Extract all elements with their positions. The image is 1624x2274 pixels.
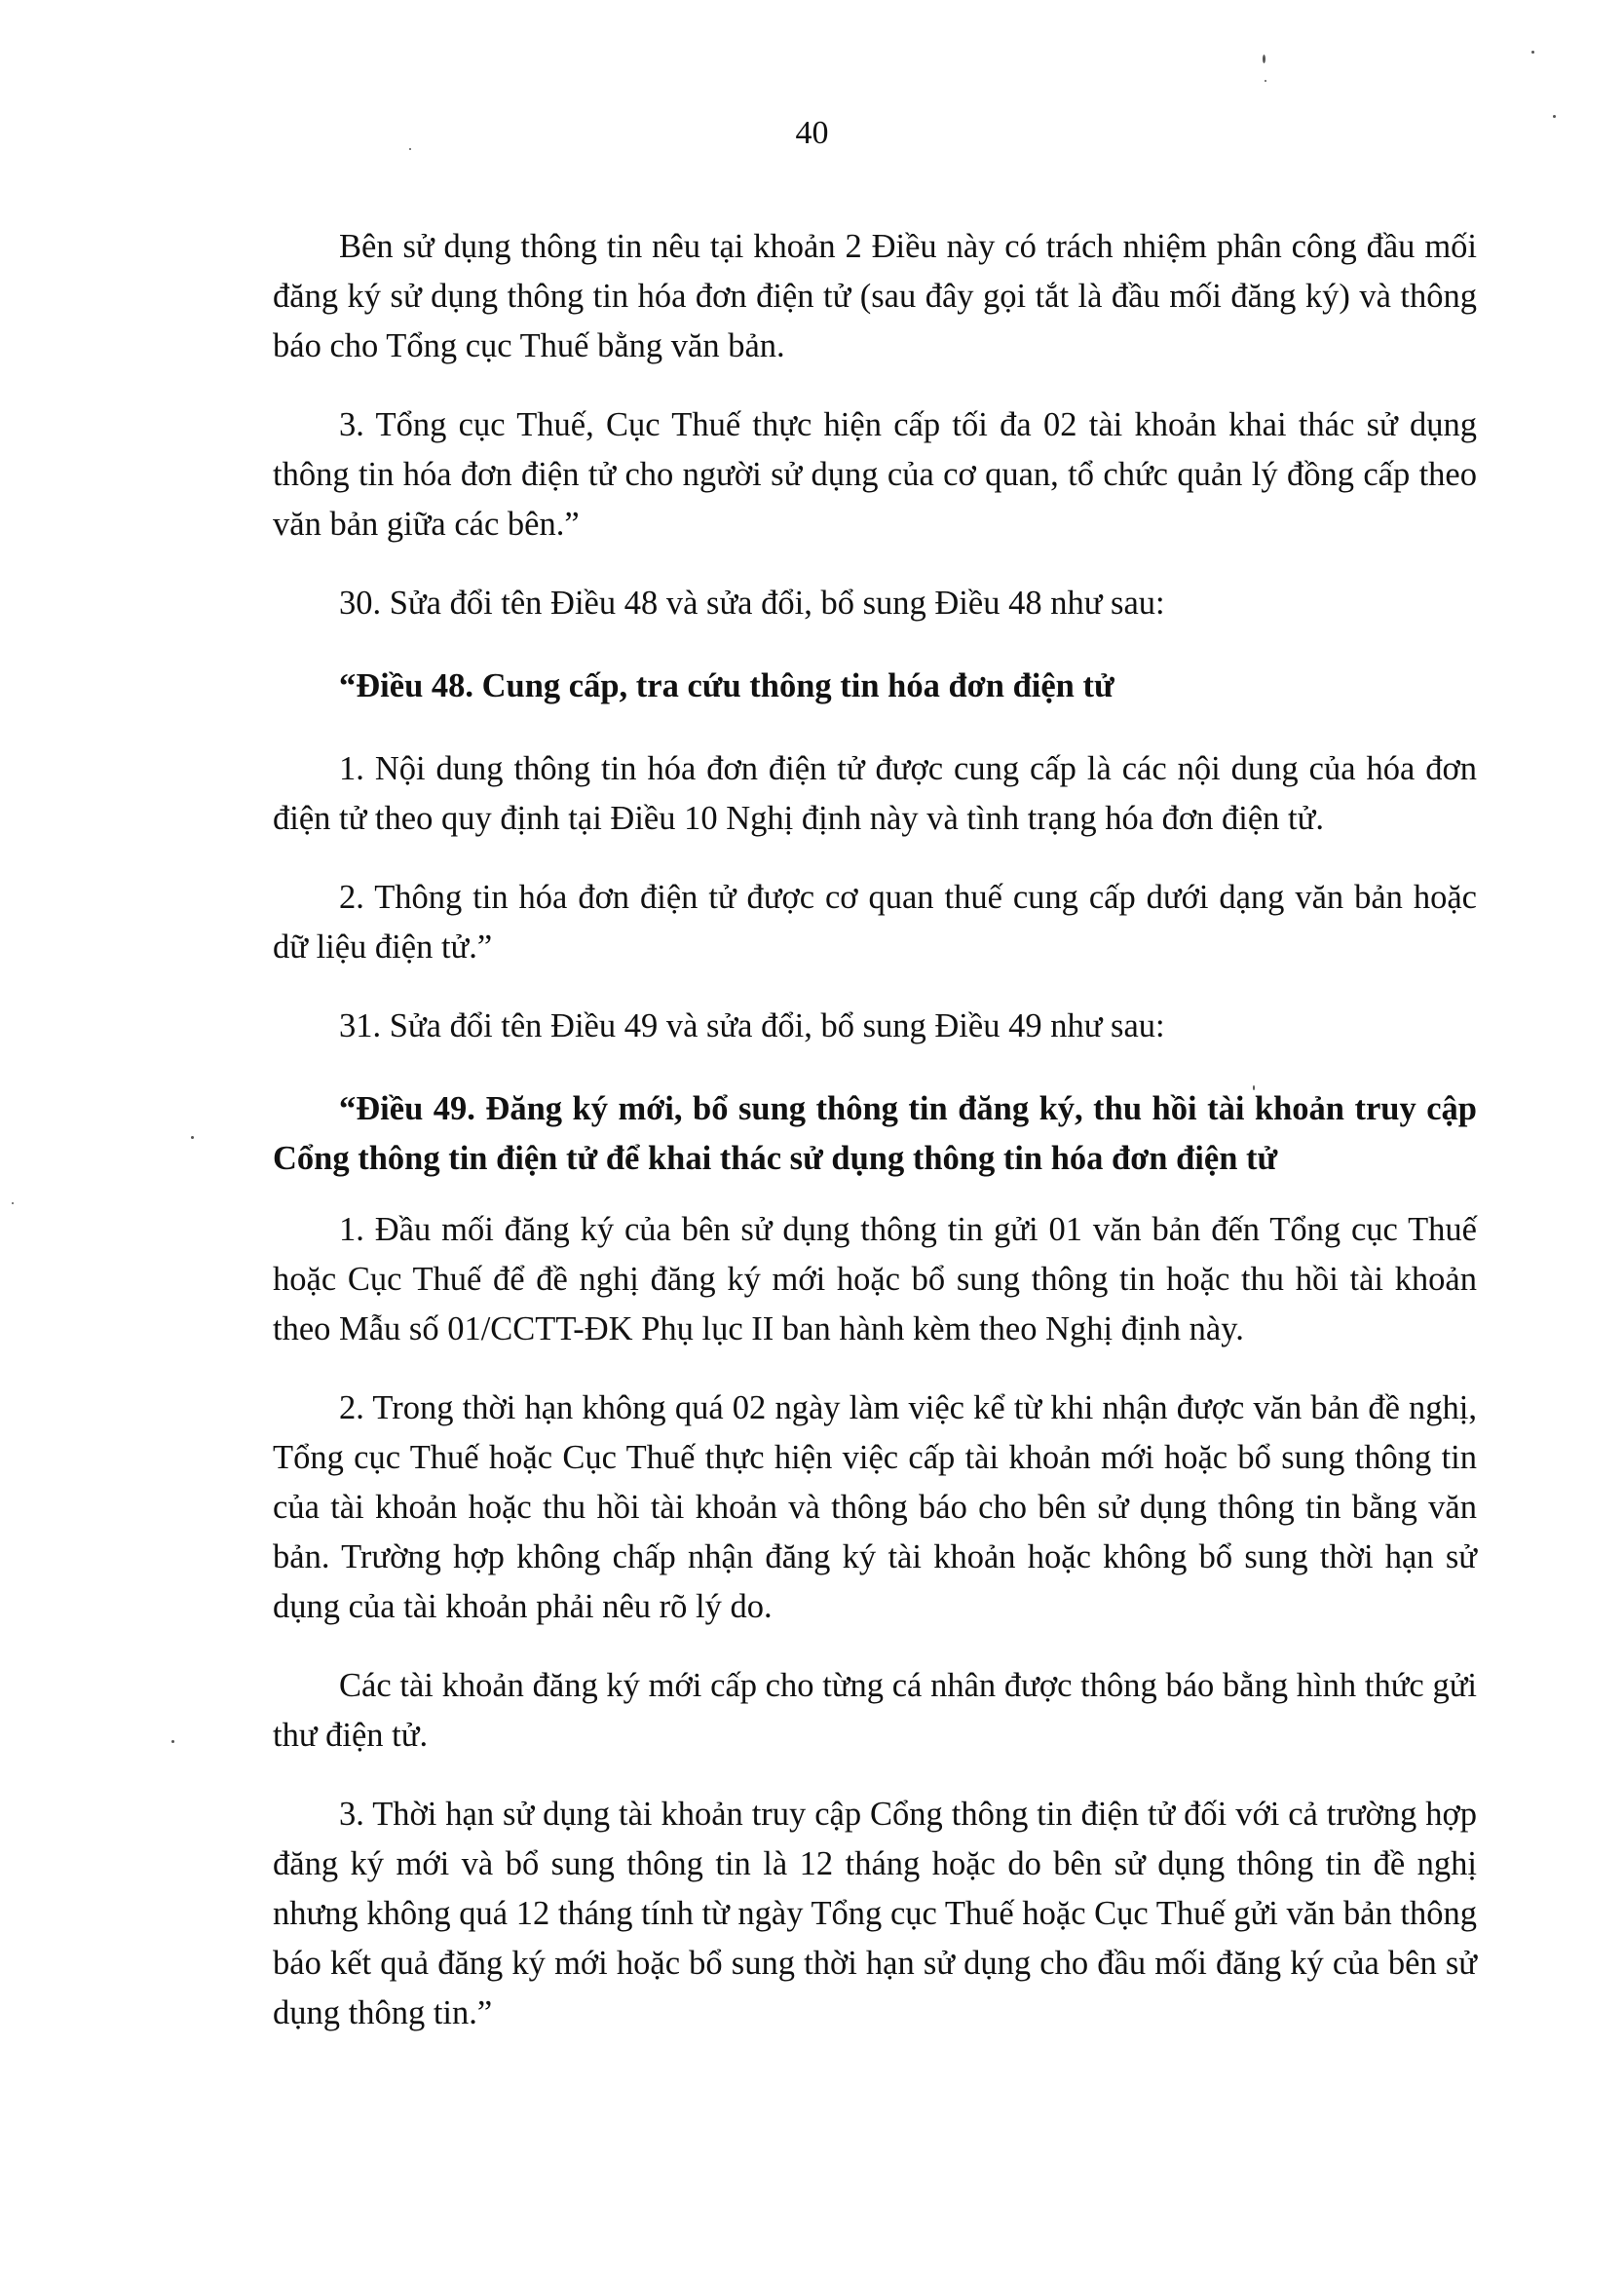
scan-speck (1553, 115, 1556, 118)
scan-speck (191, 1136, 194, 1139)
paragraph-responsibility: Bên sử dụng thông tin nêu tại khoản 2 Điều này có trách nhiệm phân công đầu mối đăng ký sử dụng thông tin hóa đơn điện tử (sau đây gọi tắt là đầu mối đăng ký) và thông báo cho Tổng cục Thuế bằng văn bản. (273, 228, 1477, 364)
scan-speck (409, 148, 411, 150)
heading-article-48: “Điều 48. Cung cấp, tra cứu thông tin hóa đơn điện tử (339, 667, 1114, 704)
scan-speck (1265, 80, 1266, 82)
paragraph-article-49-clause-1: 1. Đầu mối đăng ký của bên sử dụng thông tin gửi 01 văn bản đến Tổng cục Thuế hoặc Cục Thuế để đề nghị đăng ký mới hoặc bổ sung thông tin hoặc thu hồi tài khoản theo Mẫu số 01/CCTT-ĐK Phụ lục II ban hành kèm theo Nghị định này. (273, 1211, 1477, 1347)
scan-speck (12, 1202, 14, 1204)
paragraph-amendment-31: 31. Sửa đổi tên Điều 49 và sửa đổi, bổ sung Điều 49 như sau: (339, 1007, 1165, 1044)
scan-speck (1531, 51, 1534, 54)
heading-article-49: “Điều 49. Đăng ký mới, bổ sung thông tin đăng ký, thu hồi tài khoản truy cập Cổng thông tin điện tử để khai thác sử dụng thông tin hóa đơn điện tử (273, 1090, 1477, 1177)
page-number: 40 (795, 115, 829, 151)
paragraph-account-notification: Các tài khoản đăng ký mới cấp cho từng cá nhân được thông báo bằng hình thức gửi thư điện tử. (273, 1667, 1477, 1754)
paragraph-article-49-clause-2: 2. Trong thời hạn không quá 02 ngày làm việc kể từ khi nhận được văn bản đề nghị, Tổng cục Thuế hoặc Cục Thuế thực hiện việc cấp tài khoản mới hoặc bổ sung thông tin của tài khoản hoặc thu hồi tài khoản và thông báo cho bên sử dụng thông tin bằng văn bản. Trường hợp không chấp nhận đăng ký tài khoản hoặc không bổ sung thời hạn sử dụng của tài khoản phải nêu rõ lý do. (273, 1389, 1477, 1625)
scan-speck (1263, 55, 1265, 63)
scan-speck (1253, 1085, 1255, 1090)
paragraph-clause-3: 3. Tổng cục Thuế, Cục Thuế thực hiện cấp tối đa 02 tài khoản khai thác sử dụng thông tin hóa đơn điện tử cho người sử dụng của cơ quan, tổ chức quản lý đồng cấp theo văn bản giữa các bên.” (273, 406, 1477, 543)
paragraph-amendment-30: 30. Sửa đổi tên Điều 48 và sửa đổi, bổ sung Điều 48 như sau: (339, 585, 1165, 622)
scan-speck (171, 1740, 174, 1743)
paragraph-article-49-clause-3: 3. Thời hạn sử dụng tài khoản truy cập Cổng thông tin điện tử đối với cả trường hợp đăng ký mới và bổ sung thông tin là 12 tháng hoặc do bên sử dụng thông tin đề nghị nhưng không quá 12 tháng tính từ ngày Tổng cục Thuế hoặc Cục Thuế gửi văn bản thông báo kết quả đăng ký mới hoặc bổ sung thời hạn sử dụng cho đầu mối đăng ký của bên sử dụng thông tin.” (273, 1796, 1477, 2031)
paragraph-article-48-clause-1: 1. Nội dung thông tin hóa đơn điện tử được cung cấp là các nội dung của hóa đơn điện tử theo quy định tại Điều 10 Nghị định này và tình trạng hóa đơn điện tử. (273, 750, 1477, 837)
paragraph-article-48-clause-2: 2. Thông tin hóa đơn điện tử được cơ quan thuế cung cấp dưới dạng văn bản hoặc dữ liệu điện tử.” (273, 879, 1477, 966)
document-body (273, 222, 1477, 2038)
